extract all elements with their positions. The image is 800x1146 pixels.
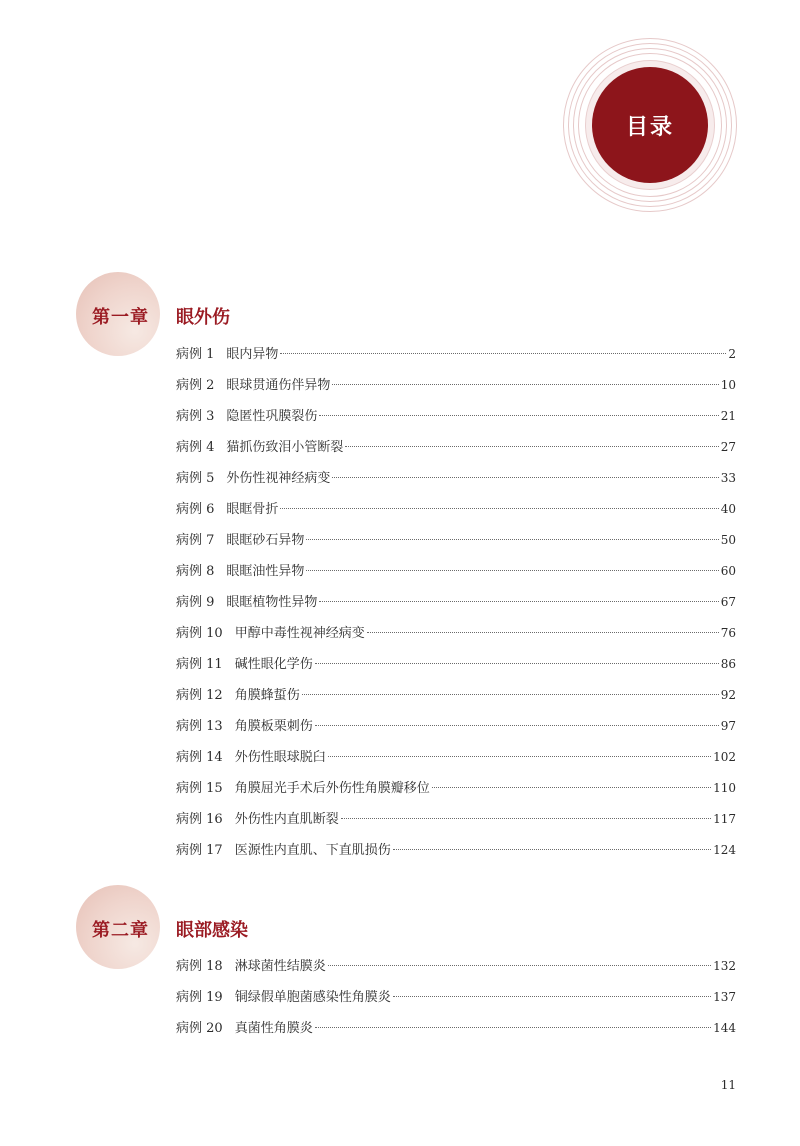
dot-leader	[319, 601, 718, 602]
case-page-number: 86	[720, 657, 736, 671]
case-number: 病例 6	[176, 502, 215, 517]
toc-entry[interactable]	[176, 986, 736, 1006]
toc-entry[interactable]	[176, 684, 736, 704]
dot-leader	[280, 353, 726, 354]
dot-leader	[367, 632, 719, 633]
dot-leader	[328, 756, 711, 757]
case-title: 外伤性眼球脱臼	[234, 750, 326, 765]
case-title: 甲醇中毒性视神经病变	[234, 626, 365, 641]
case-title: 外伤性视神经病变	[226, 471, 331, 486]
case-page-number: 76	[720, 626, 736, 640]
toc-badge	[563, 38, 737, 212]
page-number: 11	[720, 1078, 736, 1092]
case-page-number: 117	[713, 812, 736, 826]
toc-title: 目录	[625, 113, 674, 140]
toc-entry[interactable]	[176, 560, 736, 580]
case-page-number: 10	[720, 378, 736, 392]
dot-leader	[315, 1027, 711, 1028]
toc-entry[interactable]	[176, 746, 736, 766]
case-page-number: 124	[713, 843, 736, 857]
dot-leader	[345, 446, 718, 447]
case-page-number: 102	[713, 750, 736, 764]
toc-entry[interactable]	[176, 622, 736, 642]
case-number: 病例 7	[176, 533, 215, 548]
case-number: 病例 18	[176, 959, 223, 974]
case-page-number: 33	[720, 471, 736, 485]
toc-entry[interactable]	[176, 591, 736, 611]
case-title: 隐匿性巩膜裂伤	[226, 409, 318, 424]
case-title: 眼眶骨折	[226, 502, 279, 517]
case-title: 角膜蜂蜇伤	[234, 688, 300, 703]
case-page-number: 67	[720, 595, 736, 609]
dot-leader	[319, 415, 718, 416]
dot-leader	[315, 725, 719, 726]
toc-entry[interactable]	[176, 777, 736, 797]
case-title: 铜绿假单胞菌感染性角膜炎	[234, 990, 391, 1005]
chapter-label: 第一章	[92, 307, 149, 328]
case-page-number: 144	[713, 1021, 736, 1035]
dot-leader	[393, 996, 711, 997]
toc-entry[interactable]	[176, 529, 736, 549]
dot-leader	[306, 570, 718, 571]
dot-leader	[341, 818, 711, 819]
case-number: 病例 3	[176, 409, 215, 424]
chapter-label: 第二章	[92, 920, 149, 941]
case-number: 病例 2	[176, 378, 215, 393]
dot-leader	[302, 694, 719, 695]
toc-entry[interactable]	[176, 436, 736, 456]
case-page-number: 21	[720, 409, 736, 423]
dot-leader	[315, 663, 719, 664]
case-page-number: 27	[720, 440, 736, 454]
case-number: 病例 8	[176, 564, 215, 579]
case-number: 病例 1	[176, 347, 215, 362]
case-title: 猫抓伤致泪小管断裂	[226, 440, 344, 455]
toc-entry[interactable]	[176, 498, 736, 518]
case-page-number: 50	[720, 533, 736, 547]
case-number: 病例 15	[176, 781, 223, 796]
chapter-title: 眼部感染	[176, 920, 248, 941]
toc-entry[interactable]	[176, 808, 736, 828]
toc-entry[interactable]	[176, 653, 736, 673]
toc-entry[interactable]	[176, 343, 736, 363]
dot-leader	[328, 965, 711, 966]
case-number: 病例 11	[176, 657, 223, 672]
dot-leader	[332, 384, 718, 385]
dot-leader	[393, 849, 711, 850]
case-page-number: 137	[713, 990, 736, 1004]
badge-core	[592, 67, 708, 183]
case-title: 角膜屈光手术后外伤性角膜瓣移位	[234, 781, 430, 796]
case-number: 病例 4	[176, 440, 215, 455]
dot-leader	[432, 787, 711, 788]
case-page-number: 92	[720, 688, 736, 702]
dot-leader	[332, 477, 718, 478]
case-page-number: 97	[720, 719, 736, 733]
case-page-number: 132	[713, 959, 736, 973]
toc-entry[interactable]	[176, 1017, 736, 1037]
case-number: 病例 13	[176, 719, 223, 734]
case-title: 眼眶植物性异物	[226, 595, 318, 610]
toc-entry[interactable]	[176, 715, 736, 735]
case-title: 淋球菌性结膜炎	[234, 959, 326, 974]
dot-leader	[280, 508, 718, 509]
toc-entry[interactable]	[176, 467, 736, 487]
case-title: 医源性内直肌、下直肌损伤	[234, 843, 391, 858]
case-number: 病例 17	[176, 843, 223, 858]
case-title: 外伤性内直肌断裂	[234, 812, 339, 827]
case-number: 病例 5	[176, 471, 215, 486]
case-title: 眼内异物	[226, 347, 279, 362]
case-number: 病例 14	[176, 750, 223, 765]
toc-entry[interactable]	[176, 405, 736, 425]
case-page-number: 40	[720, 502, 736, 516]
case-page-number: 2	[728, 347, 736, 361]
chapter-title: 眼外伤	[176, 307, 230, 328]
case-title: 碱性眼化学伤	[234, 657, 313, 672]
case-title: 眼眶油性异物	[226, 564, 305, 579]
case-number: 病例 10	[176, 626, 223, 641]
toc-entry[interactable]	[176, 839, 736, 859]
toc-entry[interactable]	[176, 955, 736, 975]
toc-entry[interactable]	[176, 374, 736, 394]
case-page-number: 60	[720, 564, 736, 578]
case-title: 眼球贯通伤伴异物	[226, 378, 331, 393]
case-number: 病例 20	[176, 1021, 223, 1036]
case-page-number: 110	[713, 781, 736, 795]
dot-leader	[306, 539, 718, 540]
case-title: 真菌性角膜炎	[234, 1021, 313, 1036]
case-number: 病例 16	[176, 812, 223, 827]
case-number: 病例 9	[176, 595, 215, 610]
case-number: 病例 12	[176, 688, 223, 703]
case-title: 眼眶砂石异物	[226, 533, 305, 548]
case-number: 病例 19	[176, 990, 223, 1005]
case-title: 角膜板栗刺伤	[234, 719, 313, 734]
